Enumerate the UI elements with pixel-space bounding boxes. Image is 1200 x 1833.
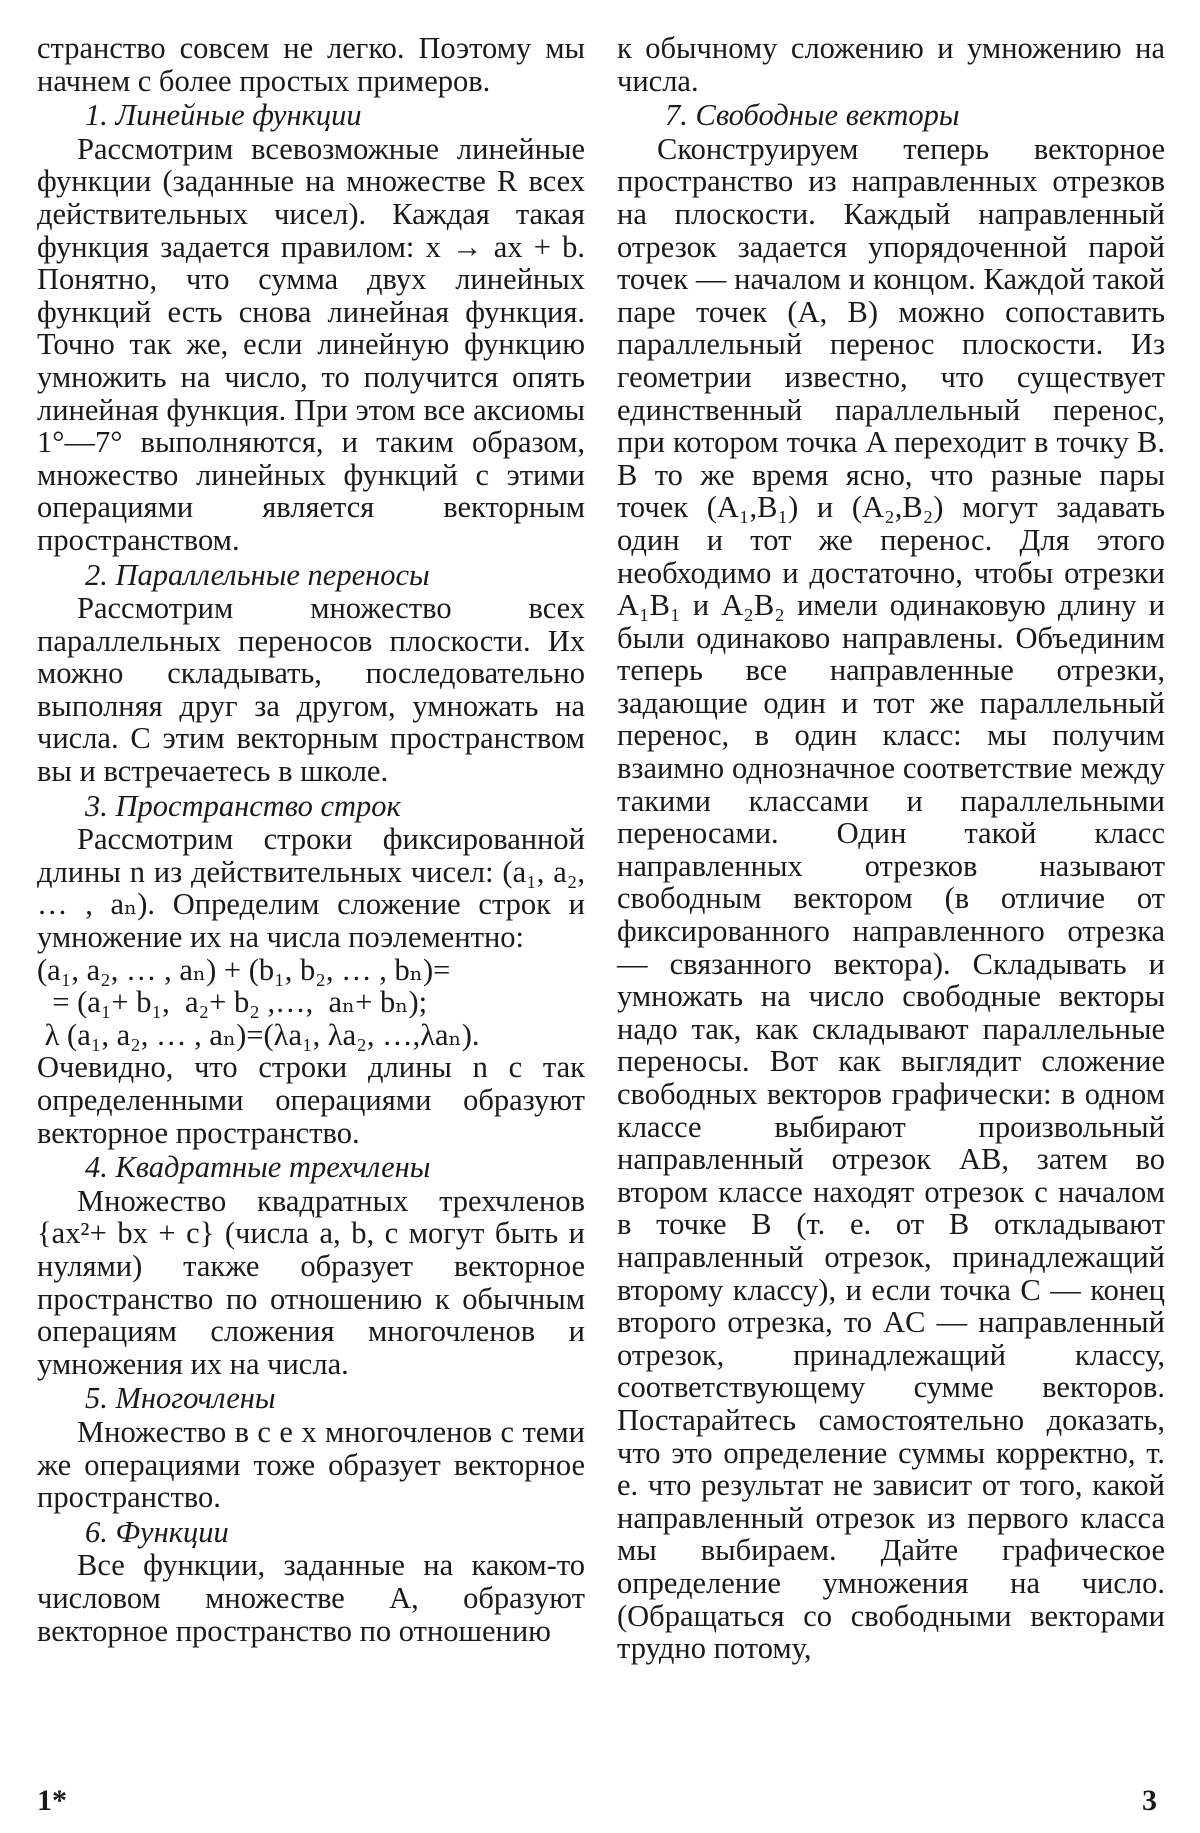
signature-mark: 1* bbox=[37, 1784, 67, 1817]
paragraph-quadratic-trinomials: Множество квадратных трехчленов {ax²+ bx + c} (числа a, b, c могут быть и нулями) также образует векторное пространство по отношению к обычным операциям сложения многочленов и умножения их на числа. bbox=[37, 1183, 585, 1381]
page-number: 3 bbox=[1142, 1784, 1157, 1817]
paragraph-parallel-translations: Рассмотрим множество всех параллельных переносов плоскости. Их можно складывать, последовательно выполняя друг за другом, умножать на числа. С этим векторным пространством вы и встречаетесь в школе. bbox=[37, 591, 585, 789]
paragraph-continued: странство совсем не легко. Поэтому мы начнем с более простых примеров. bbox=[37, 31, 585, 98]
paragraph-polynomials: Множество в с е х многочленов с теми же операциями тоже образует векторное пространство. bbox=[37, 1414, 585, 1515]
equation-row-sum: (a₁, a₂, … , aₙ) + (b₁, b₂, … , bₙ)= bbox=[37, 952, 451, 987]
section-heading-quadratic-trinomials: 4. Квадратные трехчлены bbox=[85, 1150, 431, 1185]
section-heading-row-space: 3. Пространство строк bbox=[85, 788, 401, 823]
section-heading-parallel-translations: 2. Параллельные переносы bbox=[85, 557, 430, 592]
paragraph-functions: Все функции, заданные на каком-то числовом множестве A, образуют векторное пространство по отношению bbox=[37, 1548, 585, 1648]
equation-row-sum-result: = (a₁+ b₁, a₂+ b₂ ,…, aₙ+ bₙ); bbox=[37, 985, 428, 1020]
paragraph-linear-functions: Рассмотрим всевозможные линейные функции (заданные на множестве R всех действительных чисел). Каждая такая функция задается правилом: x → ax + b. Понятно, что сумма двух линейных функций есть снова линейная функция. Точно так же, если линейную функцию умножить на число, то получится опять линейная функция. При этом все аксиомы 1°—7° выполняются, и таким образом, множество линейных функций с этими операциями является векторным пространством. bbox=[37, 131, 585, 557]
paragraph-row-space: Рассмотрим строки фиксированной длины n из действительных чисел: (a₁, a₂, … , aₙ). Определим сложение строк и умножение их на числа поэлементно: bbox=[37, 822, 585, 955]
right-column bbox=[617, 32, 1165, 1665]
paragraph-continued-right: к обычному сложению и умножению на числа. bbox=[617, 31, 1165, 98]
equation-row-scalar: λ (a₁, a₂, … , aₙ)=(λa₁, λa₂, …,λaₙ). bbox=[37, 1017, 480, 1052]
section-heading-linear-functions: 1. Линейные функции bbox=[85, 98, 362, 133]
section-heading-functions: 6. Функции bbox=[85, 1514, 229, 1549]
left-column bbox=[37, 32, 585, 1647]
section-heading-polynomials: 5. Многочлены bbox=[85, 1381, 276, 1416]
section-heading-free-vectors: 7. Свободные векторы bbox=[665, 98, 960, 133]
paragraph-free-vectors: Сконструируем теперь векторное пространство из направленных отрезков на плоскости. Каждый направленный отрезок задается упорядоченной парой точек — началом и концом. Каждой такой паре точек (A, B) можно сопоставить параллельный перенос плоскости. Из геометрии известно, что существует единственный параллельный перенос, при котором точка A переходит в точку B. В то же время ясно, что разные пары точек (A₁,B₁) и (A₂,B₂) могут задавать один и тот же перенос. Для этого необходимо и достаточно, чтобы отрезки A₁B₁ и A₂B₂ имели одинаковую длину и были одинаково направлены. Объединим теперь все направленные отрезки, задающие один и тот же параллельный перенос, в один класс: мы получим взаимно однозначное соответствие между такими классами и параллельными переносами. Один такой класс направленных отрезков называют свободным вектором (в отличие от фиксированного направленного отрезка — связанного вектора). Складывать и умножать на число свободные векторы надо так, как складывают параллельные переносы. Вот как выглядит сложение свободных векторов графически: в одном классе выбирают произвольный направленный отрезок AB, затем во втором классе находят отрезок с началом в точке B (т. е. от B откладывают направленный отрезок, принадлежащий второму классу), и если точка C — конец второго отрезка, то AC — направленный отрезок, принадлежащий классу, соответствующему сумме векторов. Постарайтесь самостоятельно доказать, что это определение суммы корректно, т. е. что результат не зависит от того, какой направленный отрезок из первого класса мы выбираем. Дайте графическое определение умножения на число. (Обращаться со свободными векторами трудно потому, bbox=[617, 131, 1165, 1666]
paragraph-row-space-conclusion: Очевидно, что строки длины n с так определенными операциями образуют векторное пространство. bbox=[37, 1050, 585, 1150]
